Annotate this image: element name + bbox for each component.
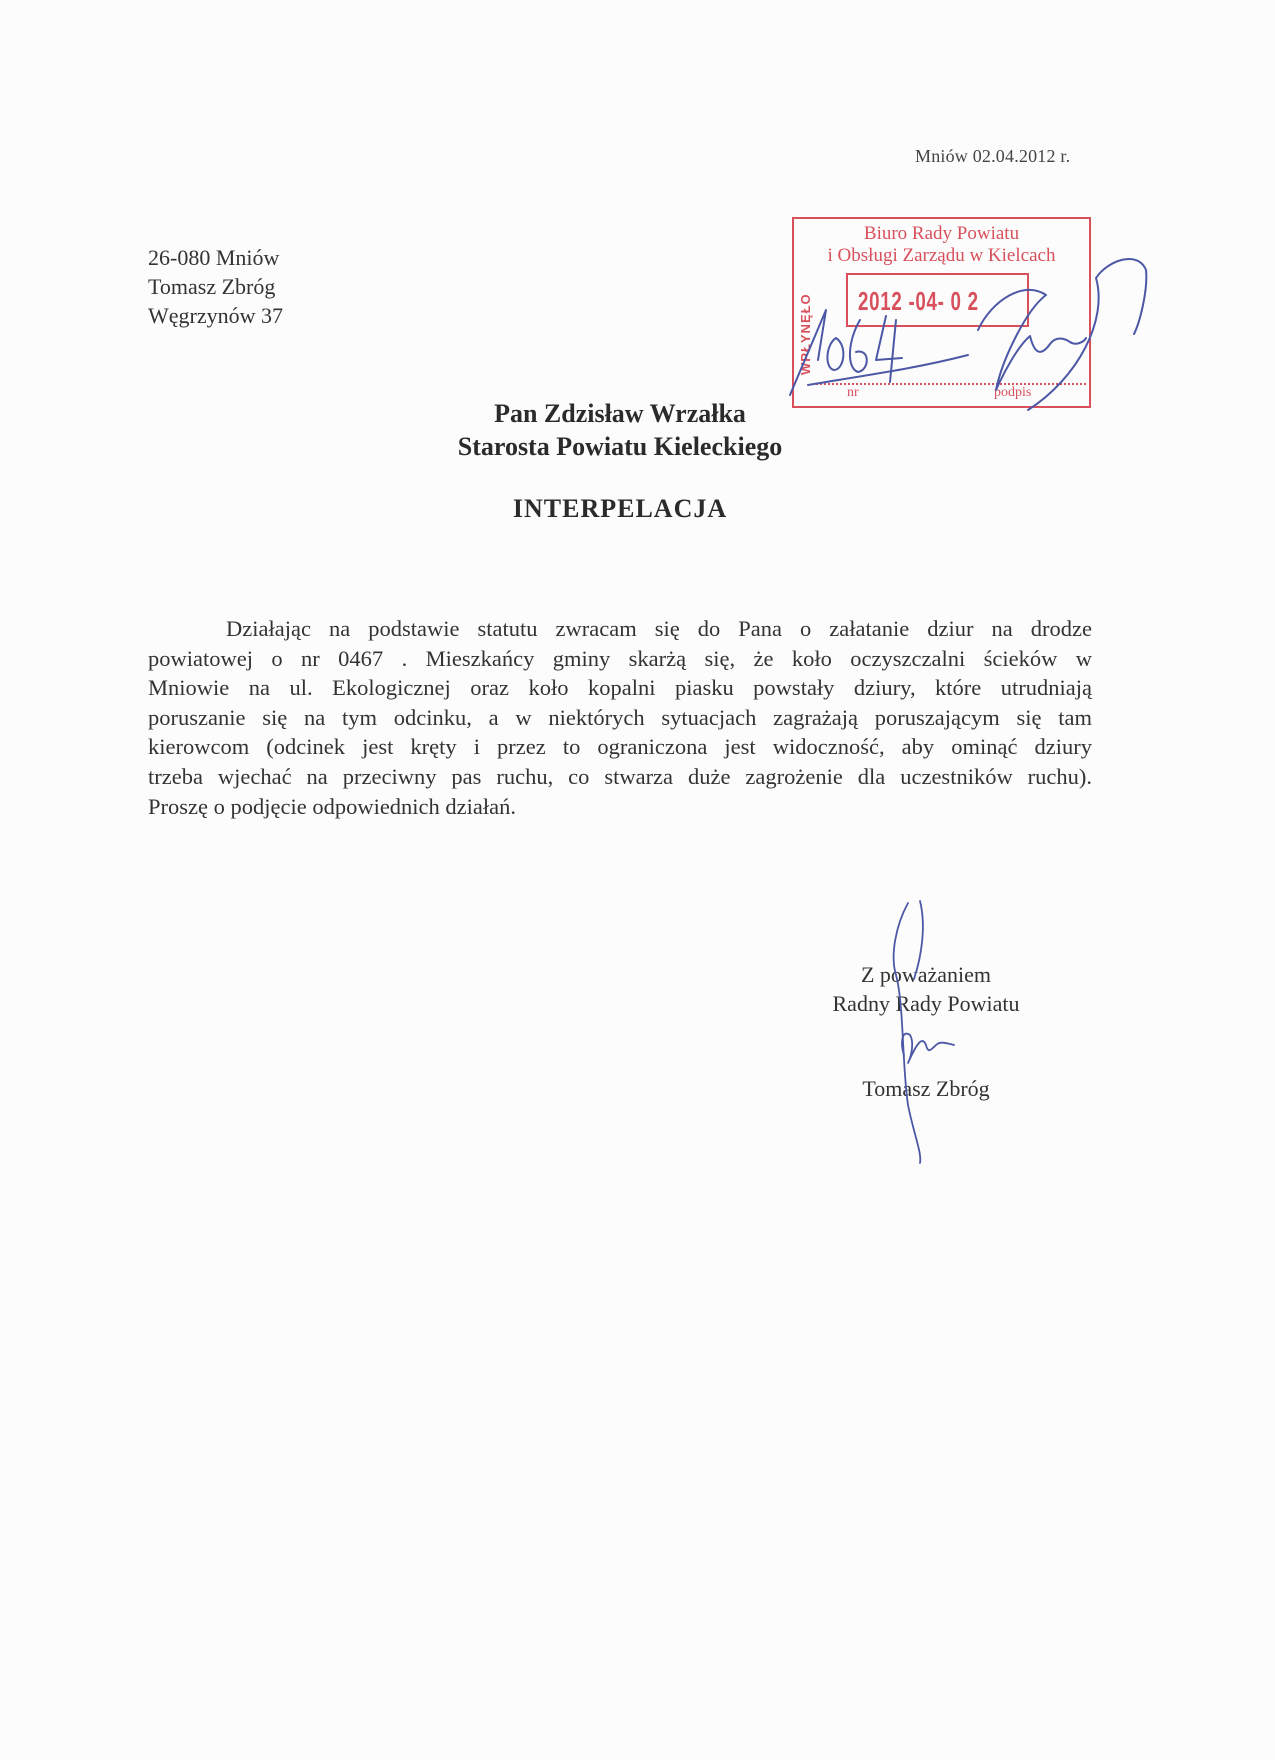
recipient-block xyxy=(0,397,1240,463)
document-title: INTERPELACJA xyxy=(512,494,728,523)
body-line: Działając na podstawie statutu zwracam się do Pana o załatanie dziur na drodze xyxy=(226,616,1092,641)
stamp-office-line1: Biuro Rady Powiatu xyxy=(863,223,1020,244)
stamp-nr-label: nr xyxy=(847,385,859,400)
letter-body xyxy=(148,614,1092,821)
closing-role: Radny Rady Powiatu xyxy=(832,991,1020,1016)
sender-postal: 26-080 Mniów xyxy=(148,245,280,270)
sender-address xyxy=(148,243,283,330)
body-line: Mniowie na ul. Ekologicznej oraz koło kopalni piasku powstały dziury, które utrudniają xyxy=(148,675,1092,701)
body-line: poruszanie się na tym odcinku, a w niektórych sytuacjach zagrażają poruszającym się tam xyxy=(148,704,1092,730)
recipient-name: Pan Zdzisław Wrzałka xyxy=(494,399,746,428)
stamp-signature-label: podpis xyxy=(994,385,1032,400)
recipient-title: Starosta Powiatu Kieleckiego xyxy=(457,432,783,461)
body-line: kierowcom (odcinek jest kręty i przez to ograniczona jest widoczność, aby ominąć dziury xyxy=(148,734,1092,760)
stamp-received-label: WPŁYNĘŁO xyxy=(798,293,813,375)
sender-street: Węgrzynów 37 xyxy=(148,303,284,328)
body-line: powiatowej o nr 0467 . Mieszkańcy gminy skarżą się, że koło oczyszczalni ścieków w xyxy=(148,645,1092,671)
closing-greeting: Z poważaniem xyxy=(860,962,992,987)
place-date: Mniów 02.04.2012 r. xyxy=(915,146,1071,166)
body-line: trzeba wjechać na przeciwny pas ruchu, co stwarza duże zagrożenie dla uczestników ruchu). xyxy=(148,763,1092,789)
sender-name: Tomasz Zbróg xyxy=(148,274,276,299)
body-line: Proszę o podjęcie odpowiednich działań. xyxy=(148,793,517,819)
stamp-date: 2012 -04- 0 2 xyxy=(858,286,979,316)
handwritten-signature xyxy=(860,895,980,1165)
stamp-office-line2: i Obsługi Zarządu w Kielcach xyxy=(827,245,1056,266)
signer-name: Tomasz Zbróg xyxy=(862,1076,990,1101)
